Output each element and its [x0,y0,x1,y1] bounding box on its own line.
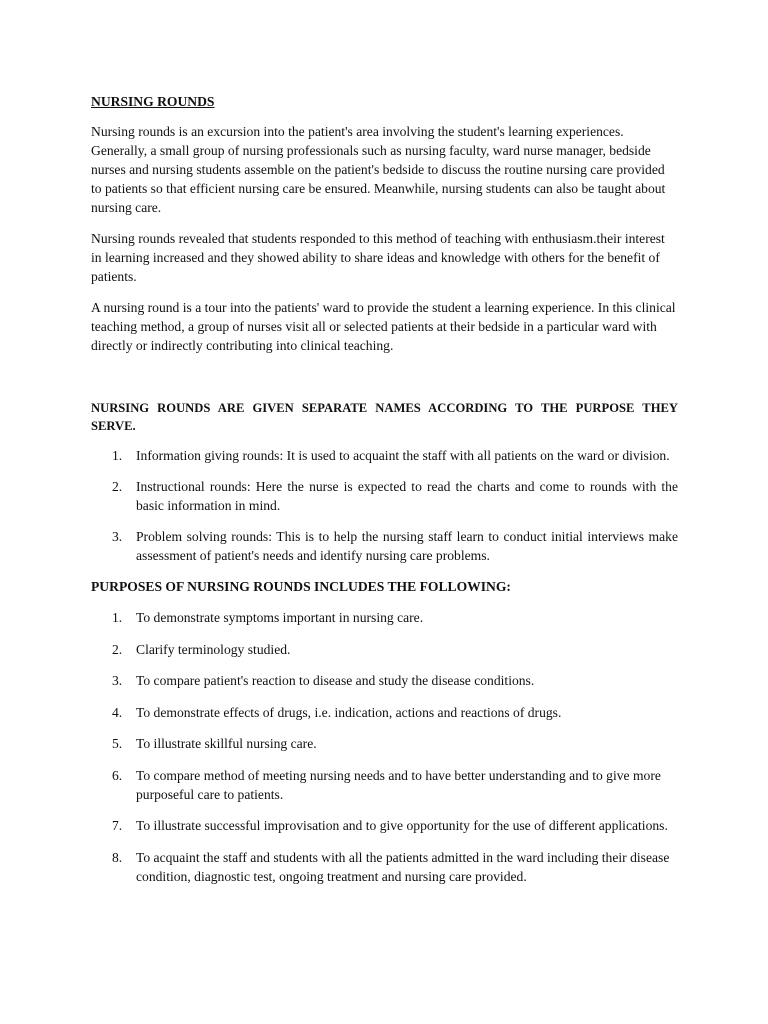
document-title: NURSING ROUNDS [91,94,215,109]
list-item-text: Clarify terminology studied. [136,641,291,657]
document-body [91,92,678,898]
purposes-list [91,608,678,886]
list-item [91,527,678,565]
list-item [91,608,678,627]
types-heading: NURSING ROUNDS ARE GIVEN SEPARATE NAMES ACCORDING TO THE PURPOSE THEY SERVE. [91,401,678,433]
list-item [91,734,678,753]
list-number: 7. [112,818,123,833]
list-item [91,640,678,659]
list-item-text: To acquaint the staff and students with all the patients admitted in the ward including their disease condition, diagnostic test, ongoing treatment and nursing care provided. [136,849,670,884]
list-item [91,703,678,722]
definition-paragraph: A nursing round is a tour into the patients' ward to provide the student a learning experience. In this clinical teaching method, a group of nurses visit all or selected patients at their bedside in a particular ward with directly or indirectly contributing into clinical teaching. [91,300,676,353]
outcomes-paragraph: Nursing rounds revealed that students responded to this method of teaching with enthusiasm.their interest in learning increased and they showed ability to share ideas and knowledge with others for the benefit of patients. [91,231,665,284]
list-number: 8. [112,849,123,865]
purposes-heading: PURPOSES OF NURSING ROUNDS INCLUDES THE FOLLOWING: [91,579,511,594]
list-item-text: To compare method of meeting nursing needs and to have better understanding and to give more purposeful care to patients. [136,767,661,802]
list-number: 1. [112,448,123,463]
list-number: 2. [112,479,123,494]
list-number: 2. [112,641,123,657]
list-item-text: To demonstrate symptoms important in nursing care. [136,610,424,625]
list-number: 1. [112,610,123,625]
list-item [91,446,678,465]
list-item [91,766,678,804]
list-number: 3. [112,529,123,544]
list-number: 4. [112,704,123,720]
list-item [91,671,678,690]
list-number: 6. [112,767,123,783]
list-item-text: To illustrate skillful nursing care. [136,736,317,751]
list-item-text: To illustrate successful improvisation and to give opportunity for the use of different applications. [136,818,668,833]
types-list [91,446,678,565]
list-number: 5. [112,736,123,751]
list-item-text: Instructional rounds: Here the nurse is expected to read the charts and come to rounds with the basic information in mind. [136,479,678,513]
list-item-text: Information giving rounds: It is used to acquaint the staff with all patients on the ward or division. [136,448,670,463]
list-item [91,477,678,515]
list-item-text: To compare patient's reaction to disease and study the disease conditions. [136,673,535,688]
list-item-text: Problem solving rounds: This is to help the nursing staff learn to conduct initial interviews make assessment of patient's needs and identify nursing care problems. [136,529,678,563]
list-number: 3. [112,673,123,688]
list-item [91,816,678,835]
list-item-text: To demonstrate effects of drugs, i.e. indication, actions and reactions of drugs. [136,704,562,720]
list-item [91,848,678,886]
intro-paragraph: Nursing rounds is an excursion into the patient's area involving the student's learning experiences. Generally, a small group of nursing professionals such as nursing faculty, ward nurse manager, bedside nurses and nursing students assemble on the patient's bedside to discuss the routine nursing care provided to patients so that efficient nursing care be ensured. Meanwhile, nursing students can also be taught about nursing care. [91,124,666,215]
